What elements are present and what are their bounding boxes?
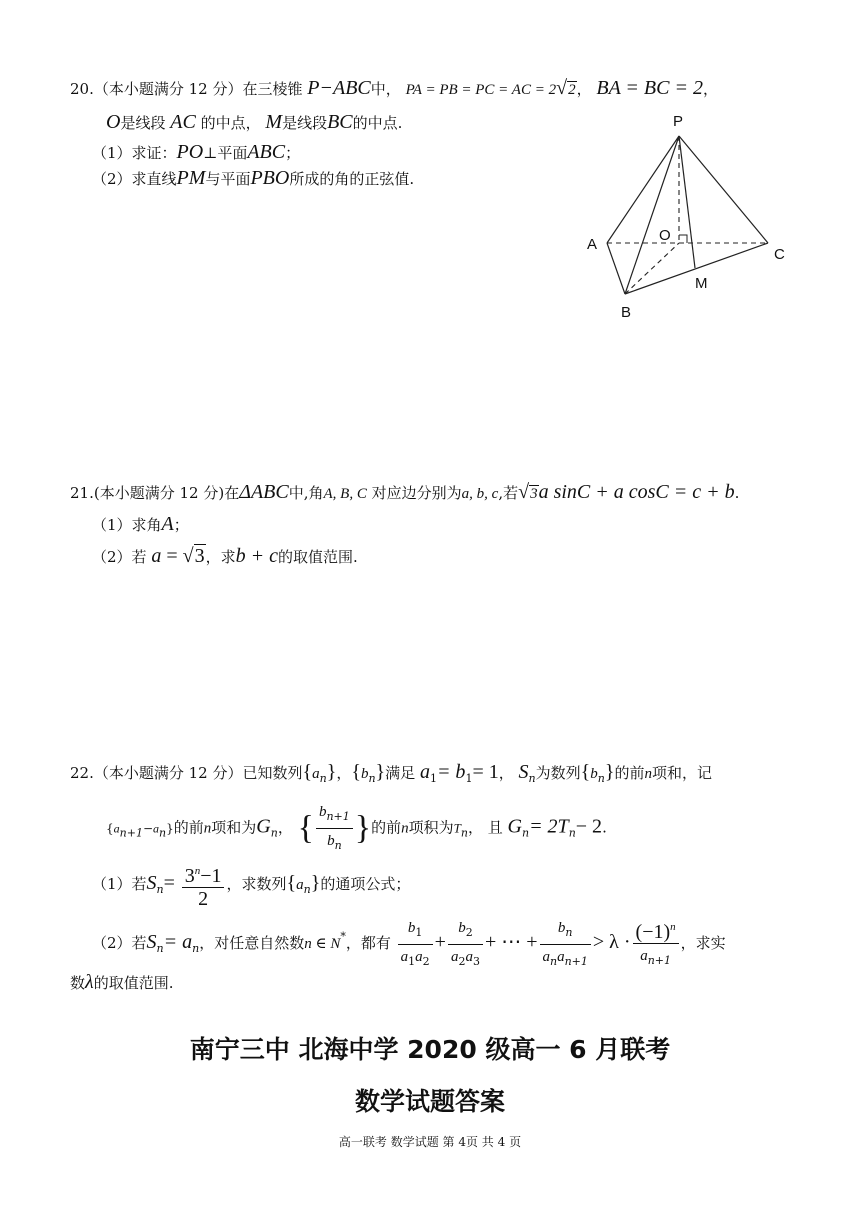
- q21-line1: 21.(本小题满分 12 分)在ΔABC中,角A, B, C 对应边分别为a, b, c,若√3a sinC + a cosC = c + b.: [70, 480, 739, 506]
- right-angle-mark: [679, 235, 687, 243]
- label-C: C: [774, 246, 785, 263]
- edge-AB: [607, 243, 625, 294]
- label-B: B: [621, 304, 632, 321]
- pyramid-figure: [575, 110, 795, 325]
- b-ratio-fraction: $\frac{b_{n+1}}{b_n}$: [316, 800, 353, 857]
- q20-line1: 20.（本小题满分 12 分）在三棱锥 P−ABC中， PA = PB = PC = AC = 2√2， BA = BC = 2，: [70, 76, 718, 102]
- q22-line1: 22.（本小题满分 12 分）已知数列$\{a_n\}$，$\{b_n\}$满足 $a_1= b_1= 1$， $S_n$为数列$\{b_n\}$的前n项和，记: [70, 761, 712, 785]
- rhs-fraction: $\frac{(-1)^n}{a_{n+1}}$: [633, 916, 679, 972]
- label-O: O: [659, 227, 671, 244]
- q21-part1: （1）求角A；: [92, 513, 189, 535]
- q21-part2: （2）若 a = √3，求b + c的取值范围.: [92, 545, 358, 567]
- sum-term-1: $\frac{b_1}{a_1a_2}$: [398, 916, 433, 973]
- page-footer: 高一联考 数学试题 第 4页 共 4 页: [338, 1135, 522, 1149]
- label-M: M: [695, 275, 708, 292]
- label-A: A: [587, 236, 598, 253]
- edge-PB: [625, 136, 679, 294]
- q20-line2: O是线段 AC 的中点， M是线段BC的中点.: [106, 111, 403, 133]
- q22-line2: $\{a_{n+1}-a_n\}$的前n项和为$G_n$， { $\frac{b_{n+1}}{b_n}$ }的前n项积为$T_n$， 且 $G_n= 2T_n- 2$.: [106, 800, 607, 859]
- q22-part1: （1）若$S_n=$ $\frac{3^n-1}{2}$ ，求数列$\{a_n\}$的通项公式；: [92, 858, 410, 915]
- edge-PC: [679, 136, 768, 243]
- sn-fraction: $\frac{3^n-1}{2}$: [182, 860, 225, 910]
- q20-part1: （1）求证：PO⊥平面ABC；: [92, 141, 301, 163]
- sum-term-2: $\frac{b_2}{a_2a_3}$: [448, 916, 483, 973]
- sqrt-2: √2: [556, 77, 576, 99]
- q22-part2: （2）若$S_n= a_n$，对任意自然数n ∈ N*，都有 $\frac{b_1}{a_1a_2}$ + $\frac{b_2}{a_2a_3}$ + ⋯ + $\frac{b_n}{a_na_{n+1}}$ > λ · $\frac{(-1)^n}{a_{n+1}}$ ，求实: [92, 912, 726, 974]
- sqrt-3b: √3: [182, 545, 205, 567]
- q22-part2-cont: 数λ的取值范围.: [70, 971, 174, 993]
- sum-term-n: $\frac{b_n}{a_na_{n+1}}$: [540, 916, 591, 973]
- label-P: P: [673, 113, 684, 130]
- sqrt-3: √3: [518, 481, 538, 503]
- school-title: 南宁三中 北海中学 2020 级高一 6 月联考: [189, 1035, 671, 1064]
- answer-title: 数学试题答案: [354, 1087, 505, 1116]
- edge-PM: [679, 136, 695, 268]
- q20-part2: （2）求直线PM与平面PBO所成的角的正弦值.: [92, 167, 415, 189]
